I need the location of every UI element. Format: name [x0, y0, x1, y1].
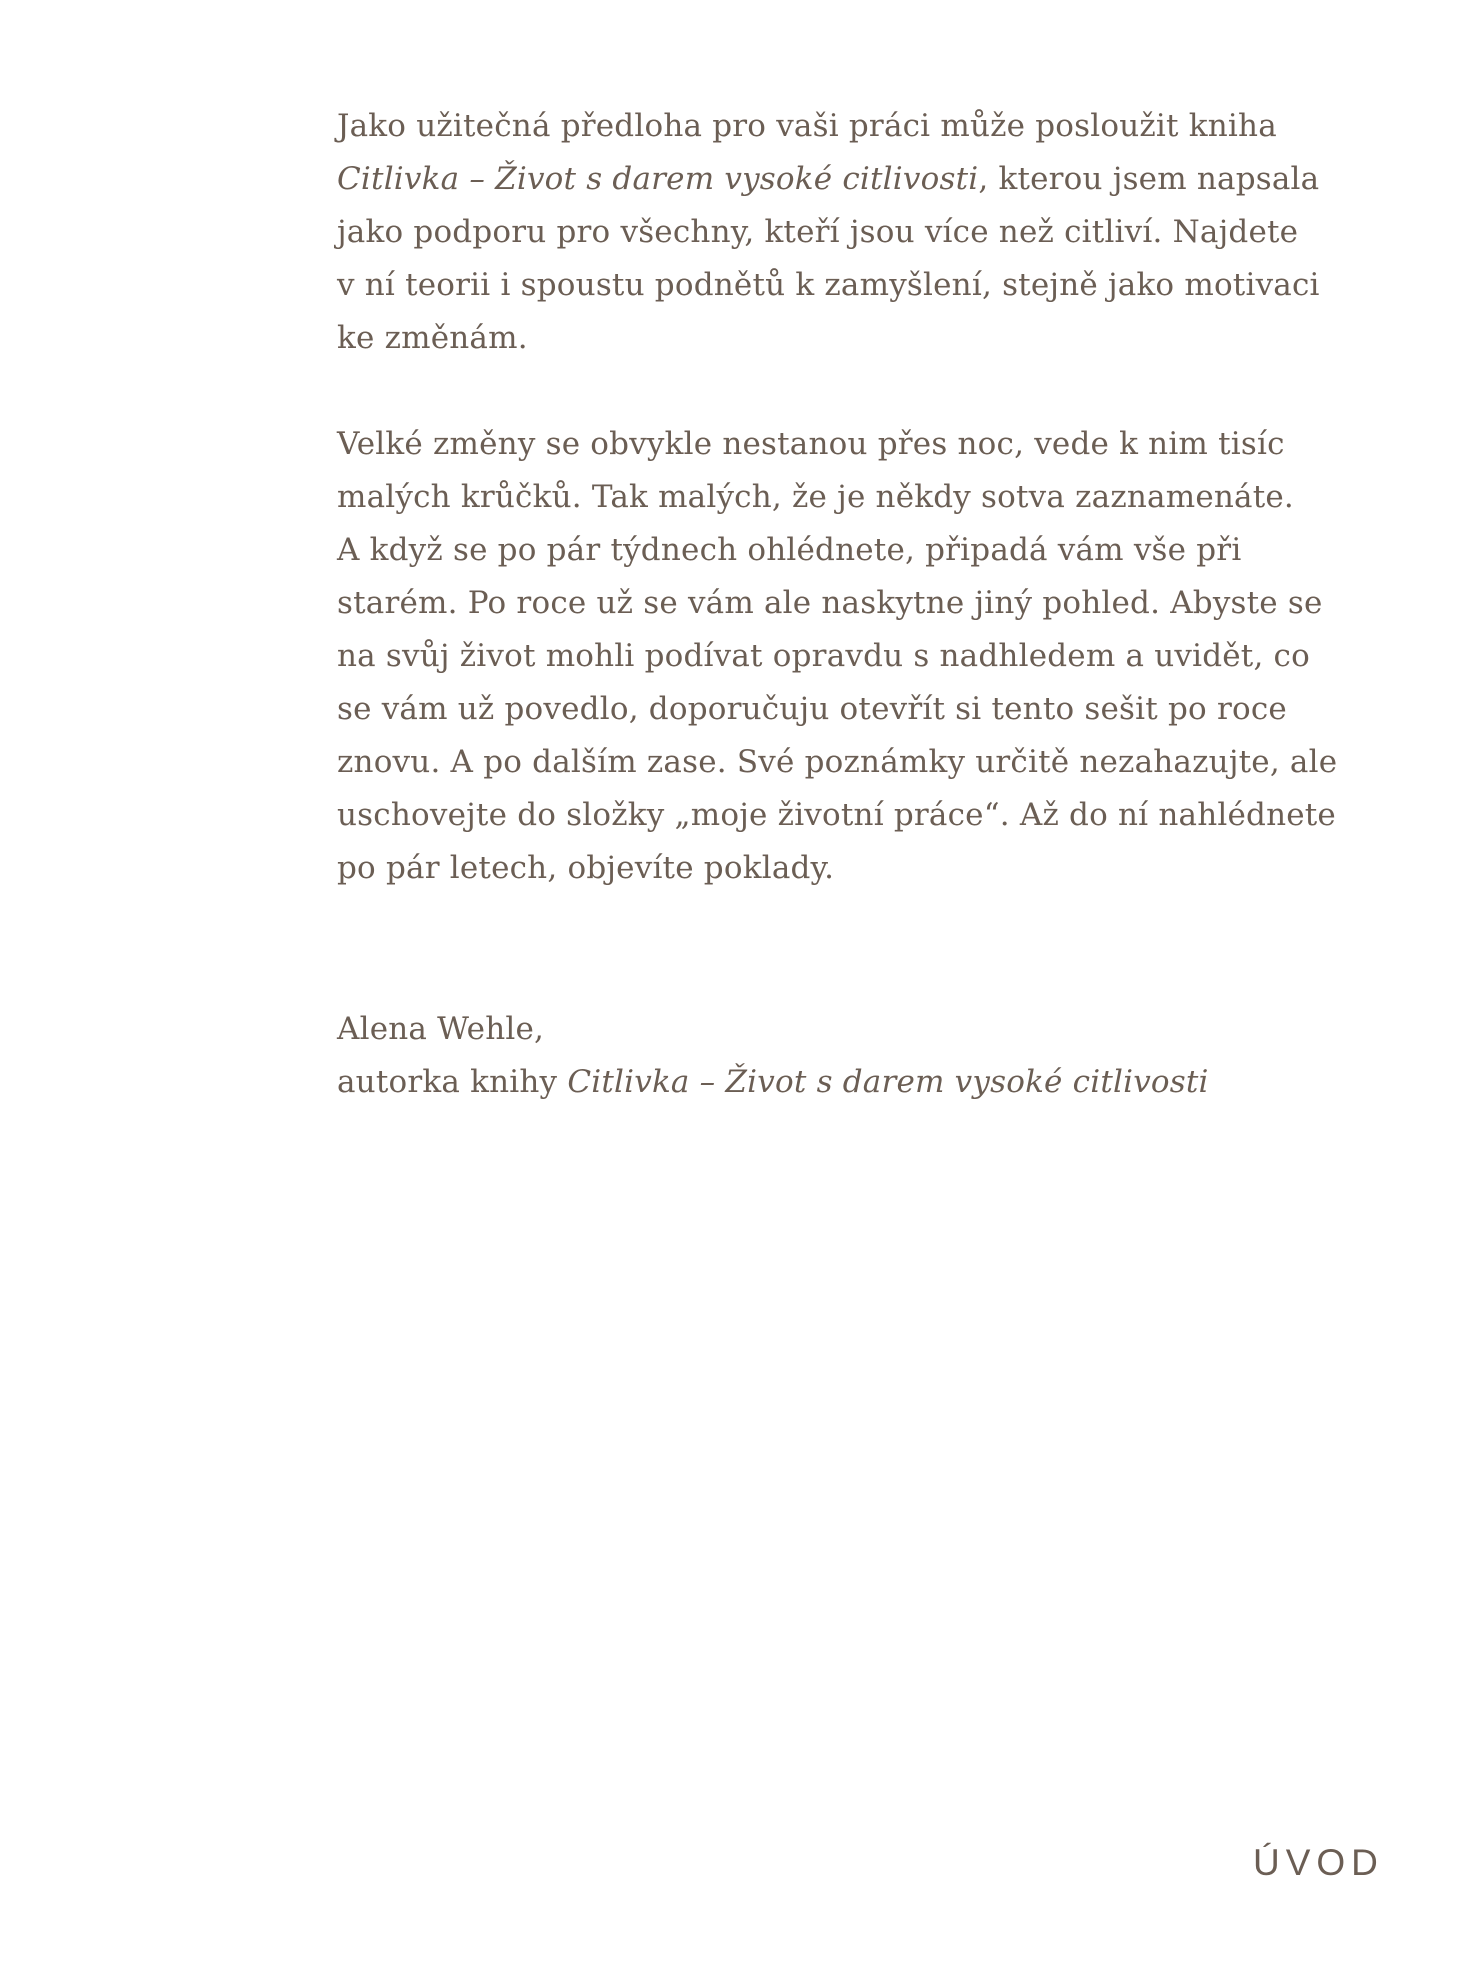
- paragraph-line: Jako užitečná předloha pro vaši práci může posloužit kniha: [337, 108, 1277, 144]
- paragraph-line: na svůj život mohli podívat opravdu s nadhledem a uvidět, co: [337, 638, 1310, 674]
- paragraph-line: ke změnám.: [337, 320, 528, 356]
- author-name: Alena Wehle,: [337, 1011, 545, 1047]
- paragraph-line: A když se po pár týdnech ohlédnete, připadá vám vše při: [337, 532, 1242, 568]
- paragraph-line: se vám už povedlo, doporučuju otevřít si tento sešit po roce: [337, 691, 1287, 727]
- paragraph-line: po pár letech, objevíte poklady.: [337, 850, 835, 886]
- paragraph-line: [337, 153, 1347, 206]
- section-label: ÚVOD: [1253, 1842, 1384, 1883]
- author-signature: [337, 1003, 1347, 1109]
- paragraph-line: znovu. A po dalším zase. Své poznámky určitě nezahazujte, ale: [337, 744, 1338, 780]
- paragraph-line: malých krůčků. Tak malých, že je někdy sotva zaznamenáte.: [337, 479, 1294, 515]
- paragraph-line: Velké změny se obvykle nestanou přes noc, vede k nim tisíc: [337, 426, 1285, 462]
- author-role-prefix: autorka knihy: [337, 1064, 568, 1100]
- paragraph-line-text: , kterou jsem napsala: [978, 161, 1320, 197]
- author-role: [337, 1056, 1347, 1109]
- paragraph-line: jako podporu pro všechny, kteří jsou více než citliví. Najdete: [337, 214, 1299, 250]
- paragraph-line: uschovejte do složky „moje životní práce“. Až do ní nahlédnete: [337, 797, 1336, 833]
- book-title: Citlivka – Život s darem vysoké citlivosti: [337, 161, 979, 197]
- book-title: Citlivka – Život s darem vysoké citlivosti: [567, 1064, 1209, 1100]
- intro-paragraph: [337, 100, 1347, 365]
- changes-paragraph: [337, 418, 1347, 895]
- paragraph-line: v ní teorii i spoustu podnětů k zamyšlení, stejně jako motivaci: [337, 267, 1320, 303]
- paragraph-line: starém. Po roce už se vám ale naskytne jiný pohled. Abyste se: [337, 585, 1323, 621]
